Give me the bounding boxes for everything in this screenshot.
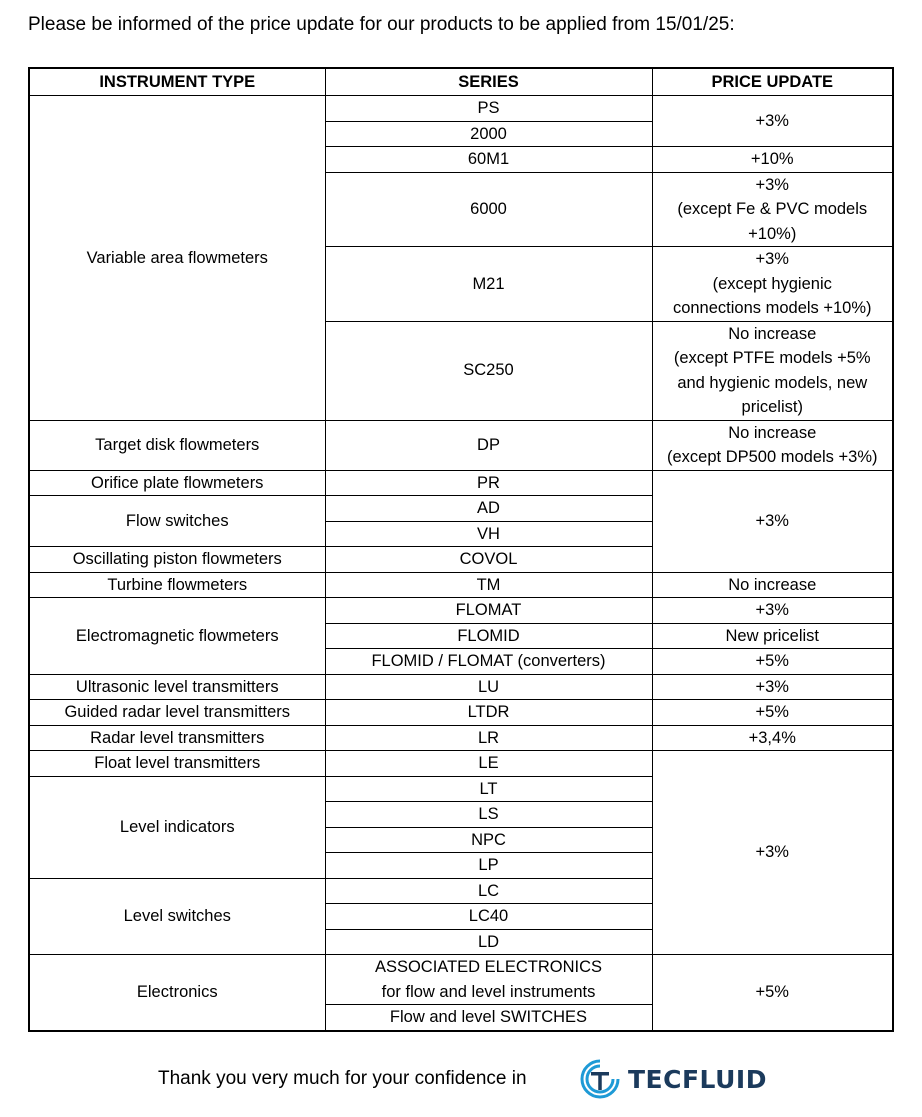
series-lu: LU bbox=[325, 674, 652, 700]
price-m21 bbox=[652, 247, 893, 322]
price-flomat: +3% bbox=[652, 598, 893, 624]
price-dp bbox=[652, 420, 893, 470]
price-line: pricelist) bbox=[741, 398, 803, 416]
series-lc: LC bbox=[325, 878, 652, 904]
price-line: +3% bbox=[755, 250, 789, 268]
price-tm: No increase bbox=[652, 572, 893, 598]
price-converters: +5% bbox=[652, 649, 893, 675]
table-row bbox=[29, 725, 893, 751]
price-update-table bbox=[28, 67, 894, 1032]
price-flomid: New pricelist bbox=[652, 623, 893, 649]
series-converters: FLOMID / FLOMAT (converters) bbox=[325, 649, 652, 675]
series-dp: DP bbox=[325, 420, 652, 470]
series-lt: LT bbox=[325, 776, 652, 802]
price-ps-2000: +3% bbox=[652, 96, 893, 147]
series-le: LE bbox=[325, 751, 652, 777]
series-ltdr: LTDR bbox=[325, 700, 652, 726]
type-float-level: Float level transmitters bbox=[29, 751, 325, 777]
series-vh: VH bbox=[325, 521, 652, 547]
table-row bbox=[29, 470, 893, 496]
type-variable-area: Variable area flowmeters bbox=[29, 96, 325, 421]
type-electromagnetic: Electromagnetic flowmeters bbox=[29, 598, 325, 675]
price-line: connections models +10%) bbox=[672, 299, 872, 317]
series-lp: LP bbox=[325, 853, 652, 879]
price-line: and hygienic models, new bbox=[677, 373, 868, 392]
series-ld: LD bbox=[325, 929, 652, 955]
price-line: No increase bbox=[728, 423, 817, 442]
price-line: (except Fe & PVC models bbox=[677, 200, 868, 218]
price-line: for flow and level instruments bbox=[381, 982, 596, 1001]
table-row bbox=[29, 96, 893, 122]
intro-text: Please be informed of the price update for our products to be applied from 15/01/25: bbox=[28, 14, 735, 35]
price-line: (except hygienic bbox=[712, 274, 832, 293]
type-flow-switches: Flow switches bbox=[29, 496, 325, 547]
type-guided-radar: Guided radar level transmitters bbox=[29, 700, 325, 726]
logo-text: TECFLUID bbox=[628, 1064, 767, 1094]
series-pr: PR bbox=[325, 470, 652, 496]
price-line: (except DP500 models +3%) bbox=[667, 448, 878, 466]
price-6000 bbox=[652, 172, 893, 247]
header-price-update: PRICE UPDATE bbox=[652, 68, 893, 96]
series-m21: M21 bbox=[325, 247, 652, 322]
table-row bbox=[29, 955, 893, 1005]
header-instrument-type: INSTRUMENT TYPE bbox=[29, 68, 325, 96]
tecfluid-logo bbox=[578, 1058, 767, 1100]
table-row bbox=[29, 572, 893, 598]
series-flow-level-switches: Flow and level SWITCHES bbox=[325, 1005, 652, 1031]
tecfluid-logo-icon bbox=[578, 1058, 622, 1100]
type-radar-level: Radar level transmitters bbox=[29, 725, 325, 751]
price-sc250 bbox=[652, 321, 893, 420]
type-level-switches: Level switches bbox=[29, 878, 325, 955]
series-lc40: LC40 bbox=[325, 904, 652, 930]
price-line: (except PTFE models +5% bbox=[673, 349, 871, 367]
type-electronics: Electronics bbox=[29, 955, 325, 1031]
series-60m1: 60M1 bbox=[325, 147, 652, 173]
series-tm: TM bbox=[325, 572, 652, 598]
type-turbine: Turbine flowmeters bbox=[29, 572, 325, 598]
series-2000: 2000 bbox=[325, 121, 652, 147]
table-row bbox=[29, 674, 893, 700]
price-60m1: +10% bbox=[652, 147, 893, 173]
series-associated-electronics bbox=[325, 955, 652, 1005]
type-target-disk: Target disk flowmeters bbox=[29, 420, 325, 470]
price-lr: +3,4% bbox=[652, 725, 893, 751]
price-line: +3% bbox=[755, 175, 789, 194]
table-row bbox=[29, 420, 893, 470]
series-ls: LS bbox=[325, 802, 652, 828]
price-pr-covol: +3% bbox=[652, 470, 893, 572]
type-orifice-plate: Orifice plate flowmeters bbox=[29, 470, 325, 496]
series-ps: PS bbox=[325, 96, 652, 122]
table-row bbox=[29, 598, 893, 624]
price-le-ld: +3% bbox=[652, 751, 893, 955]
price-electronics: +5% bbox=[652, 955, 893, 1031]
thanks-text: Thank you very much for your confidence in bbox=[158, 1068, 527, 1089]
table-header-row bbox=[29, 68, 893, 96]
series-flomat: FLOMAT bbox=[325, 598, 652, 624]
series-ad: AD bbox=[325, 496, 652, 522]
type-oscillating-piston: Oscillating piston flowmeters bbox=[29, 547, 325, 573]
series-flomid: FLOMID bbox=[325, 623, 652, 649]
price-line: +10%) bbox=[748, 224, 797, 243]
series-6000: 6000 bbox=[325, 172, 652, 247]
price-line: ASSOCIATED ELECTRONICS bbox=[374, 958, 603, 976]
header-series: SERIES bbox=[325, 68, 652, 96]
type-level-indicators: Level indicators bbox=[29, 776, 325, 878]
table-row bbox=[29, 700, 893, 726]
series-sc250: SC250 bbox=[325, 321, 652, 420]
type-ultrasonic-level: Ultrasonic level transmitters bbox=[29, 674, 325, 700]
price-line: No increase bbox=[728, 324, 817, 343]
price-ltdr: +5% bbox=[652, 700, 893, 726]
series-lr: LR bbox=[325, 725, 652, 751]
table-row bbox=[29, 751, 893, 777]
series-npc: NPC bbox=[325, 827, 652, 853]
price-lu: +3% bbox=[652, 674, 893, 700]
series-covol: COVOL bbox=[325, 547, 652, 573]
